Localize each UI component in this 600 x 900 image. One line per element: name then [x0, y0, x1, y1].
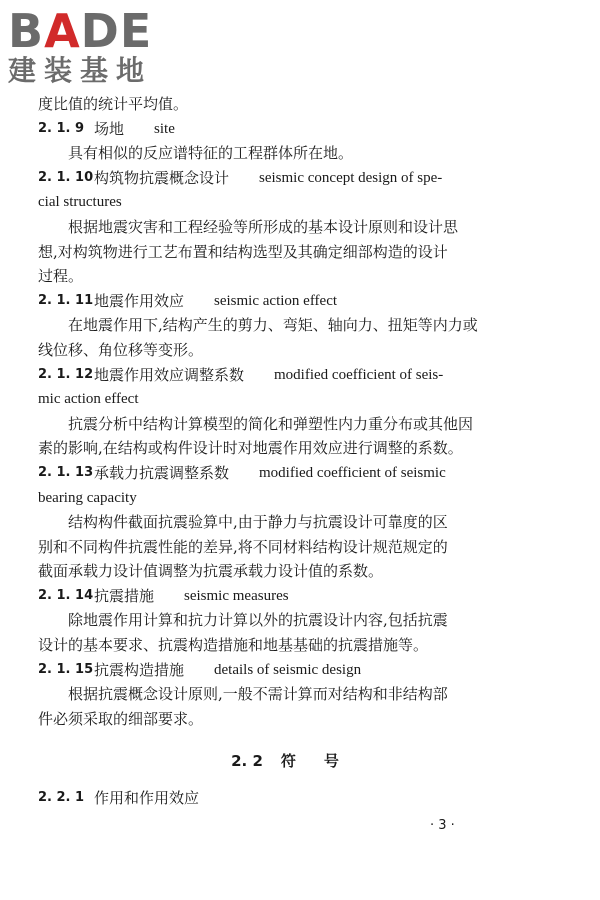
term-2-1-11	[38, 289, 560, 314]
subsection-title: 作用和作用效应	[94, 789, 200, 808]
term-english: seismic measures	[184, 587, 289, 604]
term-number: 2. 1. 14	[38, 587, 94, 603]
term-english: modified coefficient of seis-	[274, 366, 444, 383]
definition-line: 别和不同构件抗震性能的差异,将不同材料结构设计规范规定的	[38, 537, 448, 556]
subsection-2-2-1	[38, 786, 560, 811]
bade-watermark-logo	[6, 4, 181, 90]
term-english: seismic action effect	[214, 292, 338, 309]
definition-line: 根据地震灾害和工程经验等所形成的基本设计原则和设计思	[68, 217, 459, 236]
term-chinese: 场地	[94, 119, 125, 138]
term-2-1-15	[38, 658, 560, 683]
term-2-1-14	[38, 584, 560, 609]
wm-a: A	[44, 4, 81, 58]
document-body	[38, 92, 560, 811]
term-chinese: 承载力抗震调整系数	[94, 463, 230, 482]
term-2-1-12	[38, 363, 560, 388]
term-english-cont: bearing capacity	[38, 489, 137, 506]
section-title-text: 符号	[280, 752, 367, 771]
definition-line: 结构构件截面抗震验算中,由于静力与抗震设计可靠度的区	[68, 513, 448, 532]
watermark-latin	[8, 4, 152, 58]
section-number: 2. 2	[231, 752, 263, 771]
continued-line: 度比值的统计平均值。	[38, 95, 189, 113]
term-chinese: 构筑物抗震概念设计	[94, 168, 230, 187]
definition-line: 件必须采取的细部要求。	[38, 709, 204, 728]
page-number: · 3 ·	[430, 818, 455, 833]
wm-de: DE	[80, 4, 153, 58]
term-english: details of seismic design	[214, 661, 362, 678]
definition-line: 截面承载力设计值调整为抗震承载力设计值的系数。	[38, 562, 384, 581]
definition-line: 除地震作用计算和抗力计算以外的抗震设计内容,包括抗震	[68, 611, 448, 630]
definition-line: 设计的基本要求、抗震构造措施和地基基础的抗震措施等。	[38, 636, 429, 655]
definition-line: 根据抗震概念设计原则,一般不需计算而对结构和非结构部	[68, 685, 448, 704]
definition-line: 过程。	[38, 267, 84, 286]
term-english: site	[154, 120, 175, 137]
term-english-cont: mic action effect	[38, 391, 139, 408]
definition-line: 素的影响,在结构或构件设计时对地震作用效应进行调整的系数。	[38, 439, 463, 458]
term-chinese: 地震作用效应	[94, 291, 185, 310]
term-chinese: 地震作用效应调整系数	[94, 365, 245, 384]
definition-line: 线位移、角位移等变形。	[38, 340, 204, 359]
term-english-cont: cial structures	[38, 194, 122, 211]
term-2-1-9	[38, 117, 560, 142]
term-number: 2. 1. 12	[38, 366, 94, 382]
term-chinese: 抗震构造措施	[94, 660, 185, 679]
term-number: 2. 1. 15	[38, 661, 94, 677]
term-number: 2. 1. 11	[38, 292, 94, 308]
term-english: seismic concept design of spe-	[259, 169, 443, 186]
term-english: modified coefficient of seismic	[259, 464, 446, 481]
definition-line: 具有相似的反应谱特征的工程群体所在地。	[68, 144, 354, 163]
definition-line: 抗震分析中结构计算模型的简化和弹塑性内力重分布或其他因	[68, 414, 474, 433]
term-2-1-10	[38, 166, 560, 191]
wm-b: B	[8, 4, 45, 58]
term-number: 2. 1. 9	[38, 120, 85, 136]
section-heading	[38, 749, 560, 774]
term-chinese: 抗震措施	[94, 586, 155, 605]
watermark-chinese: 建装基地	[8, 54, 153, 87]
subsection-number: 2. 2. 1	[38, 790, 85, 806]
definition-line: 在地震作用下,结构产生的剪力、弯矩、轴向力、扭矩等内力或	[68, 316, 478, 335]
term-2-1-13	[38, 461, 560, 486]
term-number: 2. 1. 13	[38, 464, 94, 480]
definition-line: 想,对构筑物进行工艺布置和结构选型及其确定细部构造的设计	[38, 242, 448, 261]
term-number: 2. 1. 10	[38, 169, 94, 185]
